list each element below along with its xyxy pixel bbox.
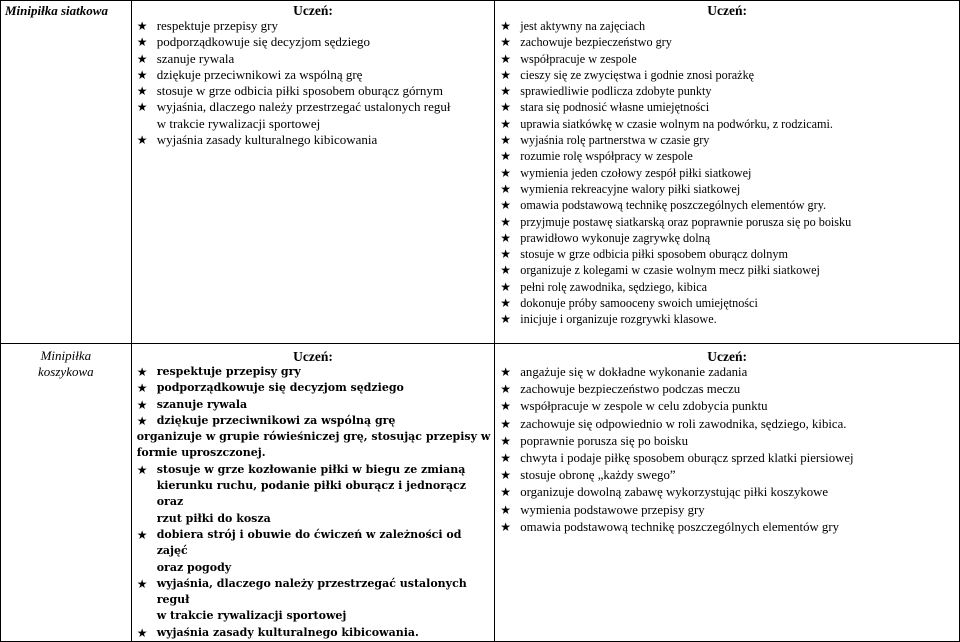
star-icon: ★ <box>136 413 148 428</box>
star-icon: ★ <box>136 576 148 591</box>
list-item: ★ prawidłowo wykonuje zagrywkę dolną <box>500 230 711 245</box>
list-item: ★ podporządkowuje się decyzjom sędziego <box>136 34 371 50</box>
list-item: ★ dokonuje próby samooceny swoich umiejętności <box>500 296 758 311</box>
list-item: ★ dziękuje przeciwnikowi za wspólną grę <box>136 66 363 82</box>
column-header: Uczeń: <box>293 3 333 18</box>
sport-name: Minipiłka siatkowa <box>5 3 108 18</box>
star-icon: ★ <box>500 19 511 33</box>
star-icon: ★ <box>500 67 511 82</box>
star-icon: ★ <box>500 312 511 327</box>
star-icon: ★ <box>136 35 148 50</box>
list-item: ★ rozumie rolę współpracy w zespole <box>500 149 693 164</box>
star-icon: ★ <box>500 263 511 278</box>
column-header: Uczeń: <box>293 349 333 364</box>
list-item: ★ sprawiedliwie podlicza zdobyte punkty <box>500 84 712 99</box>
star-icon: ★ <box>500 51 511 66</box>
star-icon: ★ <box>136 462 148 477</box>
star-icon: ★ <box>500 214 511 229</box>
list-item: ★ wyjaśnia, dlaczego należy przestrzegać ustalonych reguł <box>136 576 467 607</box>
requirements-list <box>495 18 959 328</box>
star-icon: ★ <box>136 51 148 66</box>
star-icon: ★ <box>136 133 148 148</box>
list-item: ★ wymienia podstawowe przepisy gry <box>495 502 959 519</box>
star-icon: ★ <box>136 67 148 82</box>
list-item-continuation: w trakcie rywalizacji sportowej <box>156 115 321 131</box>
sport-name-cell <box>1 1 132 344</box>
list-item: ★ współpracuje w zespole <box>500 51 637 66</box>
list-item: ★ chwyta i podaje piłkę sposobem oburącz sprzed klatki piersiowej <box>495 450 959 467</box>
row-basketball <box>1 344 960 642</box>
list-item: ★ stosuje w grze odbicia piłki sposobem oburącz górnym <box>136 83 443 99</box>
list-item: ★ pełni rolę zawodnika, sędziego, kibica <box>500 279 708 294</box>
star-icon: ★ <box>136 365 148 379</box>
star-icon: ★ <box>500 100 511 115</box>
star-icon: ★ <box>500 84 511 99</box>
star-icon: ★ <box>500 149 511 164</box>
star-icon: ★ <box>500 451 511 466</box>
column-header: Uczeń: <box>707 349 747 364</box>
star-icon: ★ <box>136 397 148 412</box>
list-item: ★ respektuje przepisy gry <box>136 365 301 379</box>
star-icon: ★ <box>500 365 511 379</box>
list-item: ★ dziękuje przeciwnikowi za wspólną grę <box>136 413 396 428</box>
list-item: ★ szanuje rywala <box>136 50 235 66</box>
list-item: ★ stosuje obronę „każdy swego” <box>495 467 959 484</box>
list-item: ★ zachowuje się odpowiednio w roli zawodnika, sędziego, kibica. <box>495 416 959 433</box>
star-icon: ★ <box>500 519 511 534</box>
list-item: ★ wyjaśnia rolę partnerstwa w czasie gry <box>500 133 710 148</box>
star-icon: ★ <box>500 433 511 448</box>
list-item: ★ szanuje rywala <box>136 397 248 412</box>
star-icon: ★ <box>500 468 511 483</box>
list-item: ★ omawia podstawową technikę poszczególnych elementów gry. <box>500 198 827 213</box>
star-icon: ★ <box>500 247 511 262</box>
star-icon: ★ <box>500 279 511 294</box>
list-item: ★ stosuje w grze kozłowanie piłki w biegu ze zmianą <box>136 462 466 477</box>
list-item: ★ zachowuje bezpieczeństwo gry <box>500 35 672 50</box>
list-item: ★ zachowuje bezpieczeństwo podczas meczu <box>495 381 959 398</box>
star-icon: ★ <box>136 100 148 115</box>
list-item: ★ przyjmuje postawę siatkarską oraz poprawnie porusza się po boisku <box>500 214 852 229</box>
star-icon: ★ <box>500 133 511 148</box>
requirements-list <box>132 18 495 148</box>
star-icon: ★ <box>500 116 511 131</box>
list-item: ★ wyjaśnia zasady kulturalnego kibicowania <box>136 132 378 148</box>
sport-name: Minipiłka koszykowa <box>38 348 94 379</box>
list-item: ★ wymienia rekreacyjne walory piłki siatkowej <box>500 181 741 196</box>
list-item: ★ respektuje przepisy gry <box>136 18 278 33</box>
star-icon: ★ <box>136 381 148 396</box>
list-item: ★ omawia podstawową technikę poszczególnych elementów gry <box>495 519 959 536</box>
list-item: ★ stara się podnosić własne umiejętności <box>500 100 710 115</box>
requirements-extended-cell <box>495 1 960 344</box>
star-icon: ★ <box>500 296 511 311</box>
star-icon: ★ <box>500 416 511 431</box>
list-item: ★ poprawnie porusza się po boisku <box>495 433 959 450</box>
list-item: ★ współpracuje w zespole w celu zdobycia punktu <box>495 398 959 415</box>
star-icon: ★ <box>500 230 511 245</box>
list-item: ★ angażuje się w dokładne wykonanie zadania <box>495 364 959 381</box>
row-volleyball <box>1 1 960 344</box>
star-icon: ★ <box>500 502 511 517</box>
list-item: ★ jest aktywny na zajęciach <box>500 19 646 33</box>
star-icon: ★ <box>136 84 148 99</box>
list-item: ★ wymienia jeden czołowy zespół piłki siatkowej <box>500 165 752 180</box>
list-item: ★ podporządkowuje się decyzjom sędziego <box>136 381 404 396</box>
star-icon: ★ <box>500 165 511 180</box>
list-item: ★ organizuje dowolną zabawę wykorzystując piłki koszykowe <box>495 484 959 501</box>
requirements-list <box>495 364 959 536</box>
star-icon: ★ <box>500 382 511 397</box>
list-item-plain: organizuje w grupie rówieśniczej grę, stosując przepisy w formie uproszczonej. <box>136 430 491 460</box>
star-icon: ★ <box>136 19 148 33</box>
list-item-continuation: kierunku ruchu, podanie piłki oburącz i jednorącz oraz <box>156 479 467 509</box>
list-item-continuation: oraz pogody <box>156 560 232 574</box>
requirements-basic-cell <box>131 1 495 344</box>
list-item: ★ inicjuje i organizuje rozgrywki klasowe. <box>500 312 717 327</box>
star-icon: ★ <box>500 35 511 50</box>
list-item: ★ cieszy się ze zwycięstwa i godnie znosi porażkę <box>500 67 755 82</box>
sport-name-cell <box>1 344 132 642</box>
star-icon: ★ <box>500 181 511 196</box>
list-item: ★ stosuje w grze odbicia piłki sposobem oburącz dolnym <box>500 247 788 262</box>
list-item-continuation: rzut piłki do kosza <box>156 511 271 525</box>
star-icon: ★ <box>500 198 511 213</box>
list-item: ★ organizuje z kolegami w czasie wolnym mecz piłki siatkowej <box>500 263 820 278</box>
requirements-extended-cell <box>495 344 960 642</box>
requirements-list <box>132 364 495 641</box>
star-icon: ★ <box>136 625 148 640</box>
list-item: ★ uprawia siatkówkę w czasie wolnym na podwórku, z rodzicami. <box>500 116 833 131</box>
list-item: ★ wyjaśnia, dlaczego należy przestrzegać ustalonych reguł <box>136 99 451 115</box>
star-icon: ★ <box>136 527 148 542</box>
list-item: ★ wyjaśnia zasady kulturalnego kibicowania. <box>136 625 419 640</box>
list-item-continuation: w trakcie rywalizacji sportowej <box>156 609 347 623</box>
star-icon: ★ <box>500 399 511 414</box>
requirements-basic-cell <box>131 344 495 642</box>
list-item: ★ dobiera strój i obuwie do ćwiczeń w zależności od zajęć <box>136 527 462 558</box>
star-icon: ★ <box>500 485 511 500</box>
column-header: Uczeń: <box>707 3 747 18</box>
